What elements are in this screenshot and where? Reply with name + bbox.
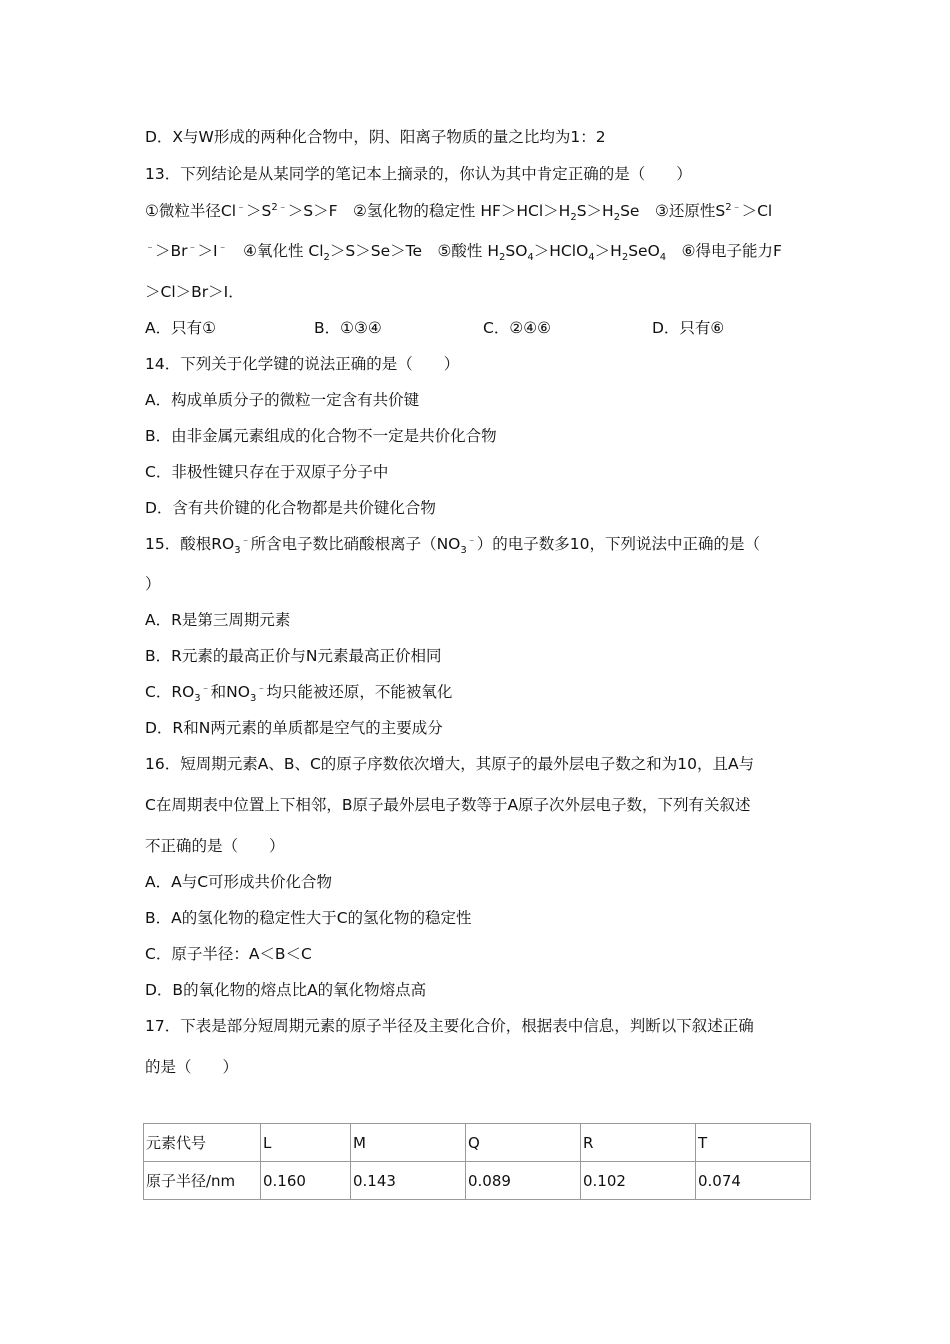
q15-option-a: A．R是第三周期元素 [145, 611, 291, 629]
q14-option-b: B．由非金属元素组成的化合物不一定是共价化合物 [145, 427, 497, 445]
table-cell: Q [466, 1124, 581, 1162]
q17-stem-line-1: 17．下表是部分短周期元素的原子半径及主要化合价，根据表中信息，判断以下叙述正确 [145, 1017, 754, 1035]
table-row [144, 1124, 811, 1162]
table-cell: 0.143 [351, 1162, 466, 1200]
q16-option-d: D．B的氧化物的熔点比A的氧化物熔点高 [145, 981, 427, 999]
q12-option-d: D．X与W形成的两种化合物中，阴、阳离子物质的量之比均为1：2 [145, 128, 606, 146]
q14-stem: 14．下列关于化学键的说法正确的是（ ） [145, 355, 460, 373]
table-cell: R [581, 1124, 696, 1162]
element-table [143, 1123, 811, 1200]
q15-stem-line-1: 15．酸根$RO_3^﹣$所含电子数比硝酸根离子$(NO_3^﹣)$的电子数多10，下列说法中正确的是（ [145, 534, 760, 557]
q16-option-b: B．A的氢化物的稳定性大于C的氢化物的稳定性 [145, 909, 472, 927]
table-cell: 0.089 [466, 1162, 581, 1200]
q16-option-a: A．A与C可形成共价化合物 [145, 873, 333, 891]
q14-option-a: A．构成单质分子的微粒一定含有共价键 [145, 391, 420, 409]
table-cell: 元素代号 [144, 1124, 261, 1162]
q13-option-c: C．②④⑥ [483, 319, 552, 337]
q15-stem-line-2: ） [145, 575, 161, 593]
table-row [144, 1162, 811, 1200]
q13-statements-line-1: ①微粒半径$Cl^﹣>S^{2﹣}>S>F$ ②氢化物的稳定性 $HF>HCl>H_2S>H_2Se$ ③还原性$S^{2﹣}>Cl$ [145, 201, 773, 224]
q16-stem-line-3: 不正确的是（ ） [145, 837, 285, 855]
q13-statements-line-2: ﹣＞Br﹣＞I﹣ ④氧化性 $Cl_2>S>Se>Te$ ⑤酸性 $H_2SO_4>HClO_4>H_2SeO_4$ ⑥得电子能力F [145, 241, 782, 264]
q14-option-c: C．非极性键只存在于双原子分子中 [145, 463, 389, 481]
q17-stem-line-2: 的是（ ） [145, 1058, 239, 1076]
q13-option-b: B．①③④ [314, 319, 382, 337]
table-cell: 原子半径/nm [144, 1162, 261, 1200]
q15-option-c: C．$RO_3^﹣$和$NO_3^﹣$均只能被还原，不能被氧化 [145, 682, 453, 705]
q13-option-d: D．只有⑥ [652, 319, 725, 337]
table-cell: 0.160 [261, 1162, 351, 1200]
table-cell: 0.102 [581, 1162, 696, 1200]
q13-option-a: A．只有① [145, 319, 216, 337]
table-cell: 0.074 [696, 1162, 811, 1200]
q15-option-d: D．R和N两元素的单质都是空气的主要成分 [145, 719, 443, 737]
table-cell: L [261, 1124, 351, 1162]
table-cell: T [696, 1124, 811, 1162]
q16-stem-line-1: 16．短周期元素A、B、C的原子序数依次增大，其原子的最外层电子数之和为10，且A与 [145, 755, 755, 773]
q13-statements-line-3: ＞Cl＞Br＞I． [145, 283, 244, 301]
q16-stem-line-2: C在周期表中位置上下相邻，B原子最外层电子数等于A原子次外层电子数，下列有关叙述 [145, 796, 751, 814]
q16-option-c: C．原子半径：A＜B＜C [145, 945, 312, 963]
q14-option-d: D．含有共价键的化合物都是共价键化合物 [145, 499, 436, 517]
table-cell: M [351, 1124, 466, 1162]
q13-stem: 13．下列结论是从某同学的笔记本上摘录的，你认为其中肯定正确的是（ ） [145, 165, 692, 183]
q15-option-b: B．R元素的最高正价与N元素最高正价相同 [145, 647, 442, 665]
